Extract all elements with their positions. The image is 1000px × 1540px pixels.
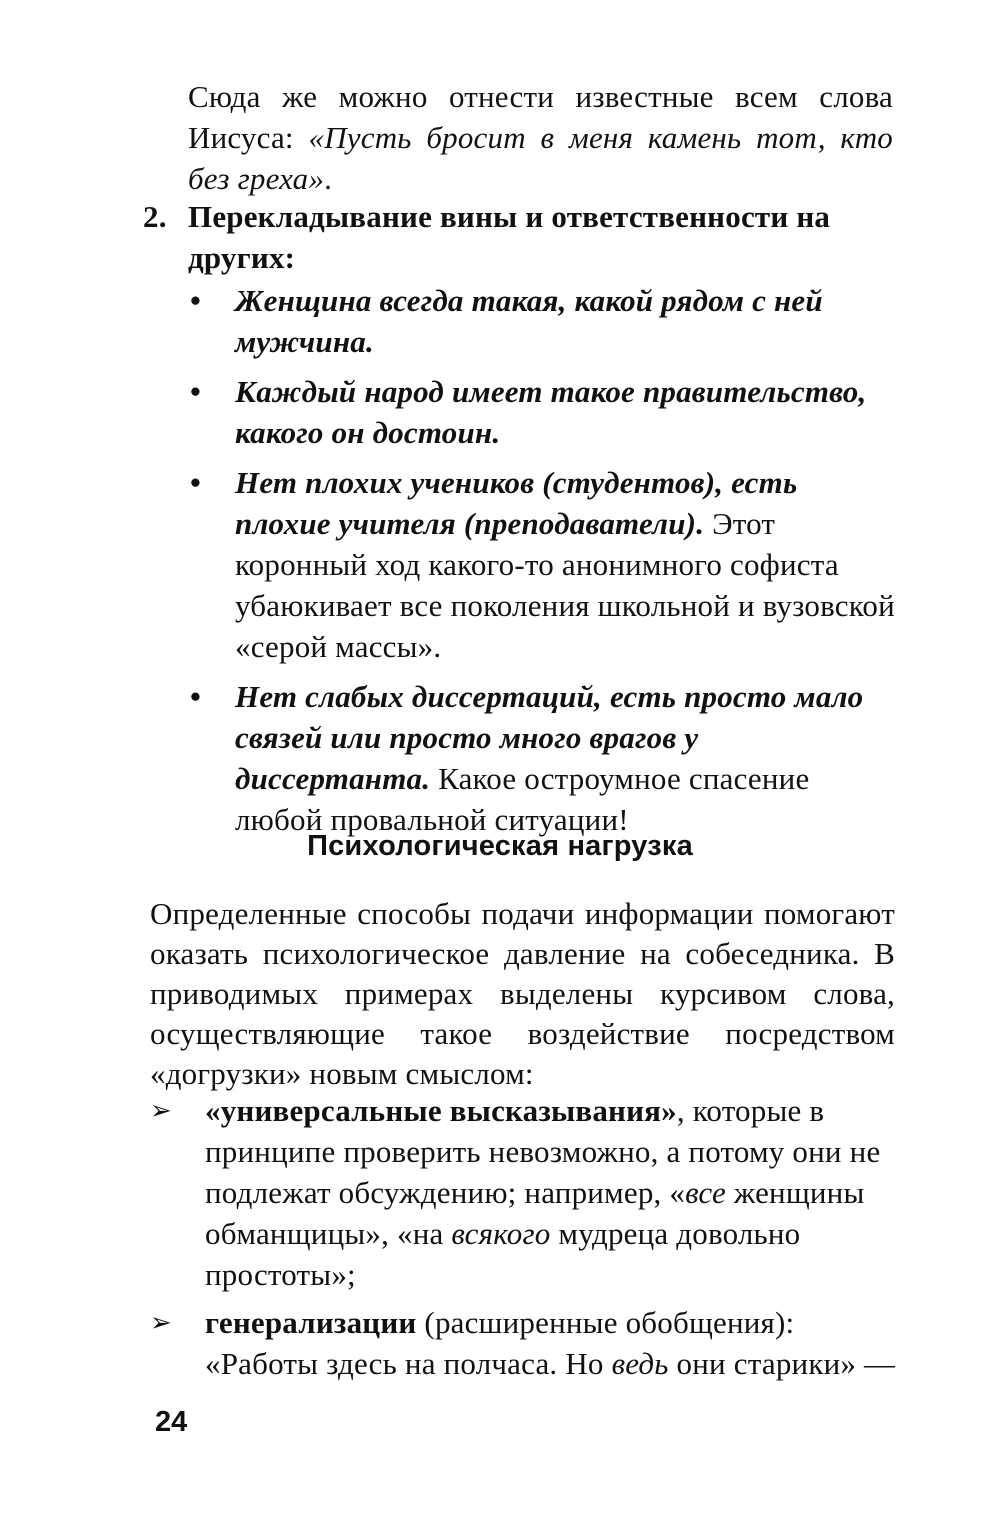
section-heading: Психологическая нагрузка — [307, 830, 693, 862]
bullet-comment: Какое остроумное спасение любой провальной ситуации! — [235, 761, 810, 837]
bullet-item — [190, 462, 895, 667]
intro-end: . — [324, 161, 333, 196]
item-text: мудреца довольно простоты»; — [205, 1216, 801, 1292]
bullet-icon: • — [190, 283, 202, 318]
item-text: женщины обманщицы», «на — [205, 1175, 865, 1251]
bullet-item — [190, 280, 895, 362]
emphasis: ведь — [611, 1346, 669, 1381]
bullet-icon: • — [190, 465, 202, 500]
bullet-quote: Нет плохих учеников (студентов), есть плохие учителя (преподаватели). — [235, 465, 798, 541]
bullet-list — [190, 280, 895, 849]
bullet-quote: Женщина всегда такая, какой рядом с ней мужчина. — [235, 283, 823, 359]
bullet-item — [190, 676, 895, 840]
list-item-2 — [143, 196, 903, 278]
emphasis: все — [685, 1175, 726, 1210]
arrow-bullet-icon: ➢ — [150, 1096, 172, 1125]
item-text: (расширенные обобщения): «Работы здесь на полчаса. Но — [205, 1305, 795, 1381]
bullet-icon: • — [190, 679, 202, 714]
item-text: они старики» — — [668, 1346, 896, 1381]
bullet-item — [190, 371, 895, 453]
list-item-title: Перекладывание вины и ответственности на других: — [188, 199, 831, 275]
page-number: 24 — [155, 1406, 188, 1438]
arrow-item — [150, 1090, 900, 1295]
list-number: 2. — [143, 199, 167, 234]
arrow-bullet-icon: ➢ — [150, 1308, 172, 1337]
bullet-quote: Нет слабых диссертаций, есть просто мало связей или просто много врагов у диссертанта. — [235, 679, 864, 796]
body-paragraph: Определенные способы подачи информации помогают оказать психологическое давление на собеседника. В приводимых примерах выделены курсивом слова, осуществляющие такое воздействие посредством «догрузки» новым смыслом: — [150, 896, 895, 1091]
item-text: , которые в принципе проверить невозможно, а потому они не подлежат обсуждению; например, « — [205, 1093, 881, 1210]
arrow-item — [150, 1302, 900, 1384]
bullet-comment: Этот коронный ход какого-то анонимного софиста убаюкивает все поколения школьной и вузовской «серой массы». — [235, 506, 895, 664]
term: «универсальные высказывания» — [205, 1093, 677, 1128]
jesus-quote: «Пусть бросит в меня камень тот, кто без греха» — [188, 120, 893, 196]
term: генерализации — [205, 1305, 417, 1340]
emphasis: всякого — [451, 1216, 551, 1251]
bullet-icon: • — [190, 374, 202, 409]
bullet-quote: Каждый народ имеет такое правительство, какого он достоин. — [235, 374, 867, 450]
intro-paragraph — [188, 76, 893, 199]
intro-text: Сюда же можно отнести известные всем слова Иисуса: — [188, 79, 893, 155]
arrow-list — [150, 1090, 900, 1391]
